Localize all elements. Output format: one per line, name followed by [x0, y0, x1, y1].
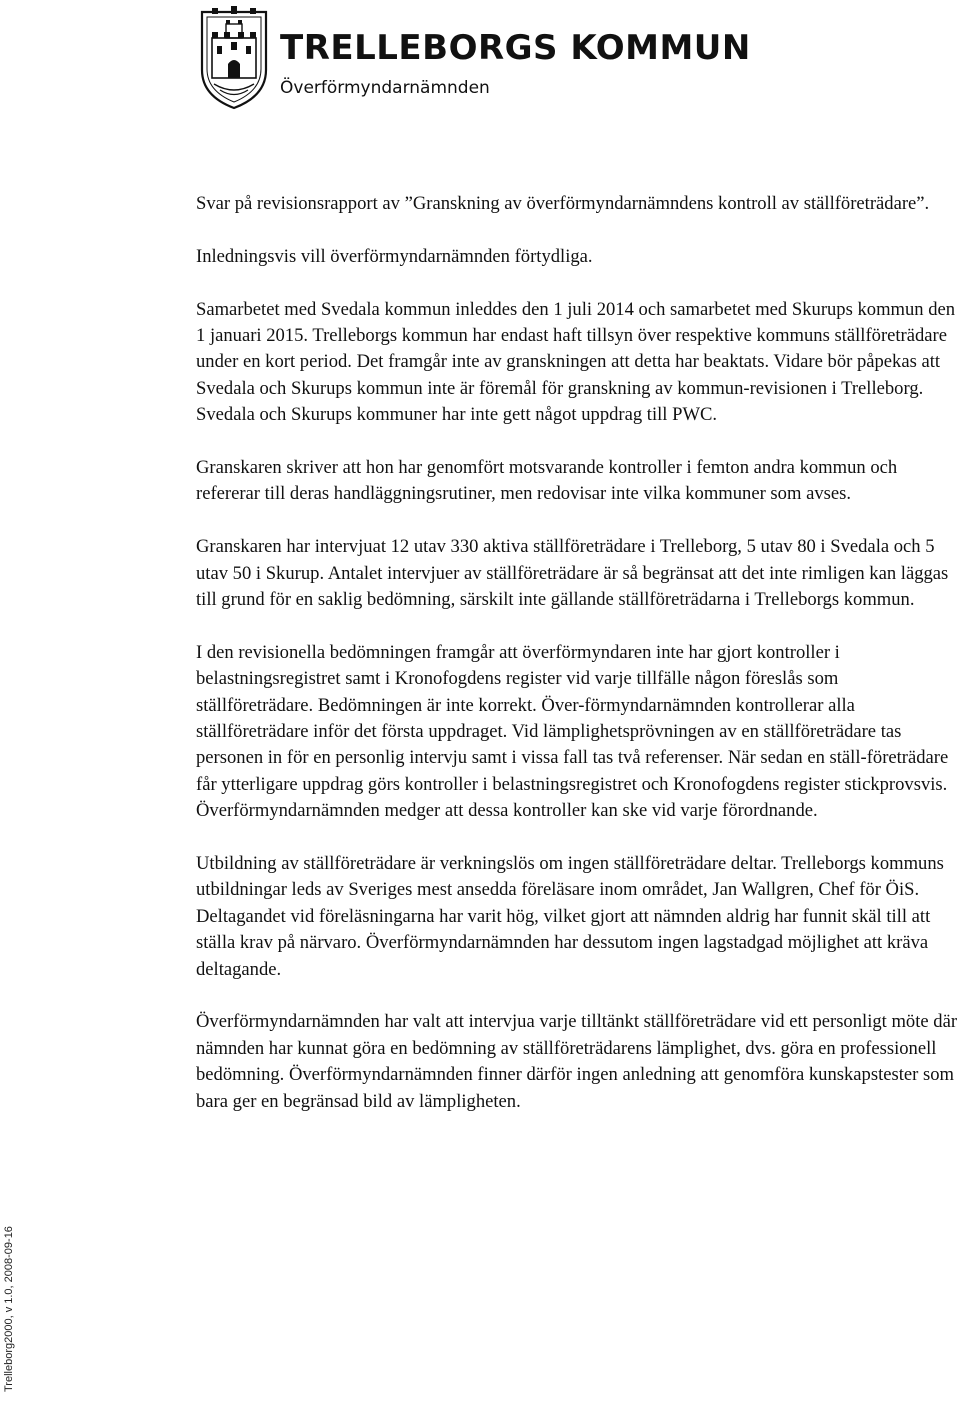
template-version-label: Trelleborg2000, v 1.0, 2008-09-16: [3, 1226, 15, 1392]
letterhead: [196, 4, 751, 116]
paragraph-intro: Inledningsvis vill överförmyndarnämnden förtydliga.: [196, 245, 593, 267]
municipal-crest-icon: [198, 4, 270, 112]
paragraph-registry-checks: I den revisionella bedömningen framgår att överförmyndaren inte har gjort kontroller i belastningsregistret samt i Kronofogdens register vid varje tillfälle någon föreslås som ställföreträdare. Bedömningen är inte korrekt. Över-förmyndarnämnden kontrollerar alla ställföreträdare inför det första uppdraget. Vid lämplighetsprövningen av en ställföreträdare tas personen in för en personlig intervju samt i vissa fall tas två referenser. När sedan en ställ-företrädare får ytterligare uppdrag görs kontroller i belastningsregistret och Kronofogdens register stickprovsvis. Överförmyndarnämnden medger att dessa kontroller kan ske vid varje förordnande.: [196, 641, 949, 822]
paragraph-comparison: Granskaren skriver att hon har genomfört motsvarande kontroller i femton andra kommun och refererar till deras handläggningsrutiner, men redovisar inte vilka kommuner som avses.: [196, 457, 898, 505]
paragraph-training: Utbildning av ställföreträdare är verkningslös om ingen ställföreträdare deltar. Trelleborgs kommuns utbildningar leds av Sveriges mest ansedda föreläsare inom området, Jan Wallgren, Chef för ÖiS. Deltagandet vid föreläsningarna har varit hög, vilket gjort att nämnden aldrig har funnit skäl till att ställa krav på närvaro. Överförmyndarnämnden har dessutom ingen lagstadgad möjlighet att kräva deltagande.: [196, 853, 944, 980]
org-name: TRELLEBORGS KOMMUN: [280, 28, 751, 68]
paragraph-subject: Svar på revisionsrapport av ”Granskning av överförmyndarnämndens kontroll av ställföreträdare”.: [196, 193, 930, 214]
department-name: Överförmyndarnämnden: [280, 78, 490, 98]
paragraph-collaboration: Samarbetet med Svedala kommun inleddes den 1 juli 2014 och samarbetet med Skurups kommun den 1 januari 2015. Trelleborgs kommun har endast haft tillsyn över respektive kommuns ställföreträdare under en kort period. Det framgår inte av granskningen att detta har beaktats. Vidare bör påpekas att Svedala och Skurups kommun inte är föremål för granskning av kommun-revisionen i Trelleborg. Svedala och Skurups kommuner har inte gett något uppdrag till PWC.: [196, 298, 956, 426]
letter-body: [196, 191, 960, 1142]
paragraph-assessment: Överförmyndarnämnden har valt att intervjua varje tilltänkt ställföreträdare vid ett personligt möte där nämnden har kunnat göra en bedömning av ställföreträdarens lämplighet, dvs. göra en professionell bedömning. Överförmyndarnämnden finner därför ingen anledning att genomföra kunskapstester som bara ger en begränsad bild av lämpligheten.: [196, 1011, 958, 1112]
paragraph-interviews: Granskaren har intervjuat 12 utav 330 aktiva ställföreträdare i Trelleborg, 5 utav 80 i Svedala och 5 utav 50 i Skurup. Antalet intervjuer av ställföreträdare är så begränsat att det inte rimligen kan läggas till grund för en saklig bedömning, särskilt inte gällande ställföreträdarna i Trelleborgs kommun.: [196, 536, 949, 611]
